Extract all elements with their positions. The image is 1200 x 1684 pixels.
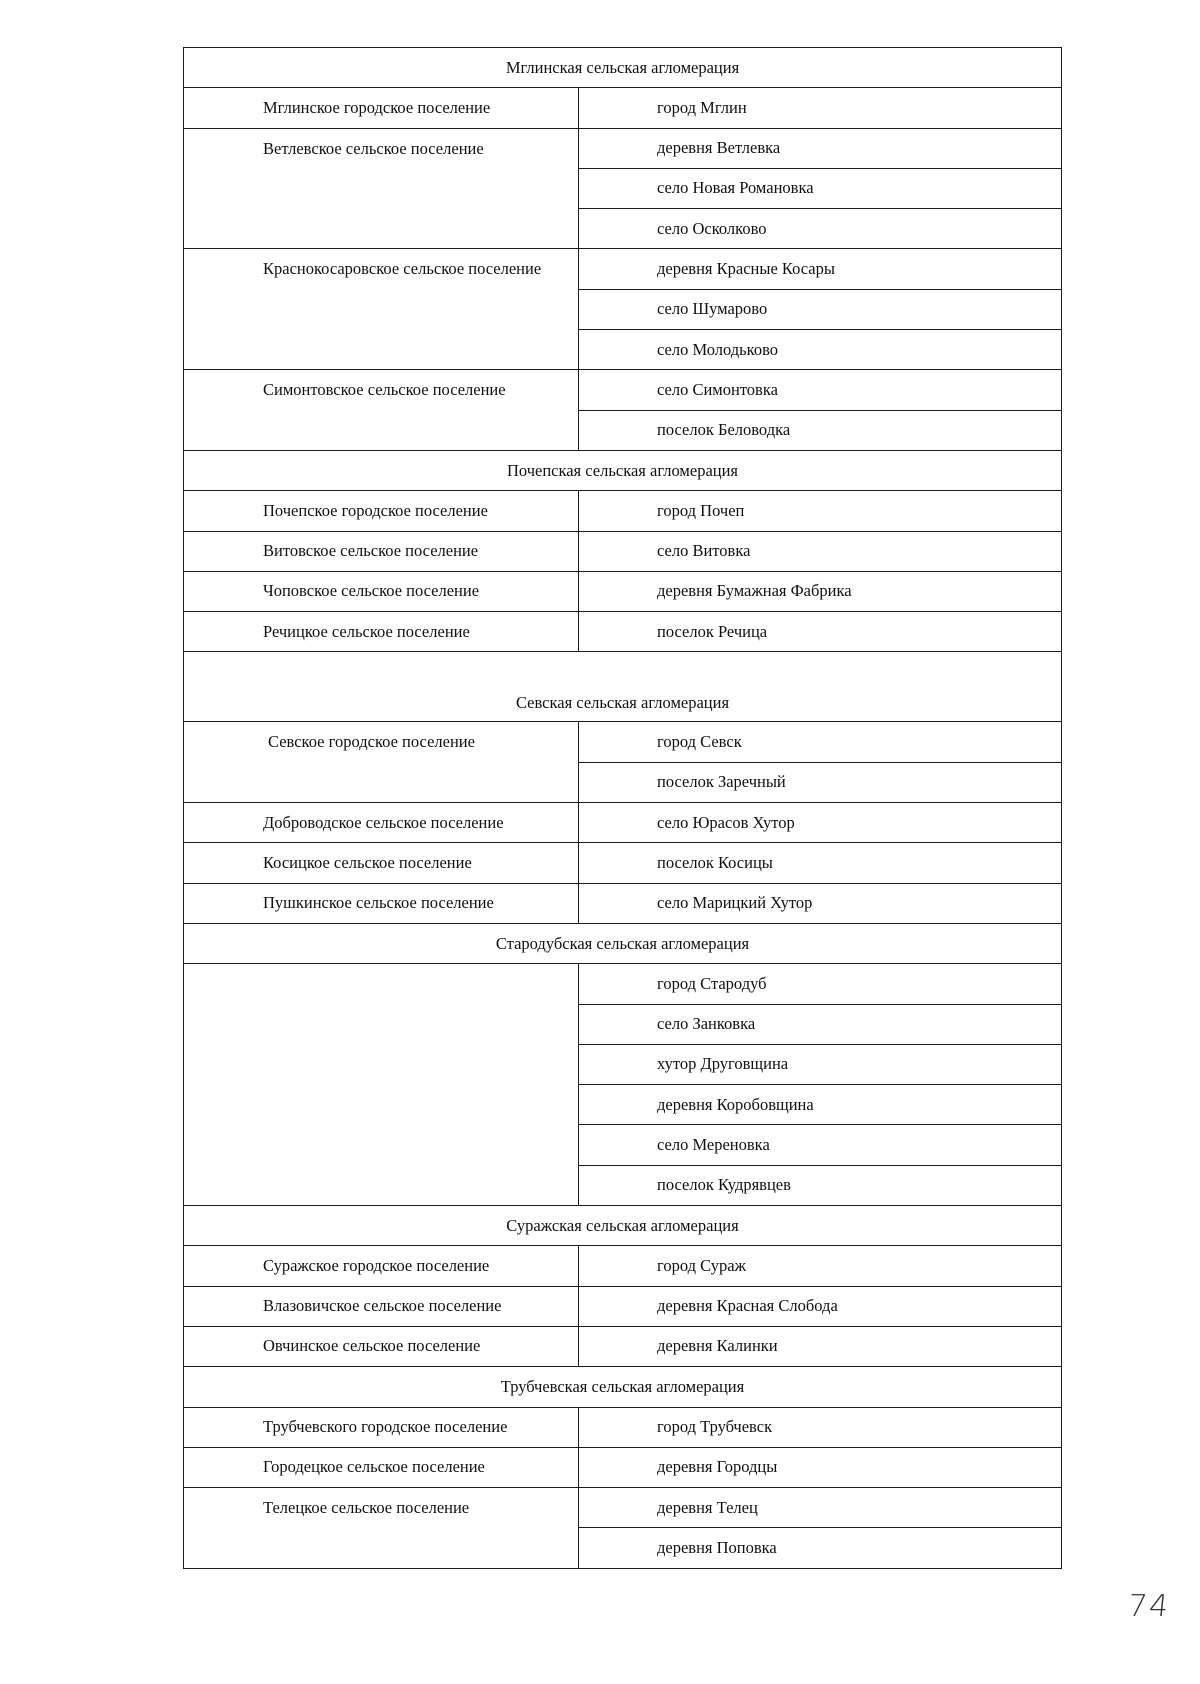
section-title: Суражская сельская агломерация xyxy=(184,1206,1062,1246)
settlement-name: Краснокосаровское сельское поселение xyxy=(184,249,579,370)
table-row xyxy=(184,964,1062,1004)
locality-name: село Новая Романовка xyxy=(579,168,1062,208)
locality-name: деревня Коробовщина xyxy=(579,1085,1062,1125)
locality-name: город Сураж xyxy=(579,1246,1062,1286)
locality-name: деревня Городцы xyxy=(579,1447,1062,1487)
settlement-name: Косицкое сельское поселение xyxy=(184,843,579,883)
locality-name: деревня Красные Косары xyxy=(579,249,1062,289)
section-header-row xyxy=(184,652,1062,722)
locality-name: поселок Беловодка xyxy=(579,410,1062,450)
settlement-name: Городецкое сельское поселение xyxy=(184,1447,579,1487)
locality-name: село Осколково xyxy=(579,209,1062,249)
locality-name: поселок Косицы xyxy=(579,843,1062,883)
settlement-name: Речицкое сельское поселение xyxy=(184,612,579,652)
locality-name: деревня Калинки xyxy=(579,1326,1062,1366)
settlement-name: Влазовичское сельское поселение xyxy=(184,1286,579,1326)
settlement-name: Почепское городское поселение xyxy=(184,491,579,531)
section-header-row xyxy=(184,1206,1062,1246)
locality-name: город Мглин xyxy=(579,88,1062,128)
table-row xyxy=(184,1488,1062,1528)
table-row xyxy=(184,843,1062,883)
locality-name: село Молодьково xyxy=(579,330,1062,370)
locality-name: хутор Друговщина xyxy=(579,1044,1062,1084)
locality-name: деревня Ветлевка xyxy=(579,128,1062,168)
locality-name: поселок Заречный xyxy=(579,762,1062,802)
table-row xyxy=(184,1326,1062,1366)
locality-name: село Витовка xyxy=(579,531,1062,571)
table-row xyxy=(184,531,1062,571)
locality-name: город Почеп xyxy=(579,491,1062,531)
table-row xyxy=(184,88,1062,128)
settlement-name: Телецкое сельское поселение xyxy=(184,1488,579,1569)
table-row xyxy=(184,370,1062,410)
agglomeration-table xyxy=(183,47,1062,1569)
locality-name: город Стародуб xyxy=(579,964,1062,1004)
locality-name: деревня Красная Слобода xyxy=(579,1286,1062,1326)
table-row xyxy=(184,722,1062,762)
settlement-name: Суражское городское поселение xyxy=(184,1246,579,1286)
locality-name: село Занковка xyxy=(579,1004,1062,1044)
locality-name: город Трубчевск xyxy=(579,1407,1062,1447)
section-title: Стародубская сельская агломерация xyxy=(184,923,1062,963)
table-row xyxy=(184,803,1062,843)
settlement-name: Доброводское сельское поселение xyxy=(184,803,579,843)
section-header-row xyxy=(184,48,1062,88)
locality-name: деревня Телец xyxy=(579,1488,1062,1528)
locality-name: село Мереновка xyxy=(579,1125,1062,1165)
section-header-row xyxy=(184,450,1062,490)
settlement-name: Мглинское городское поселение xyxy=(184,88,579,128)
table-row xyxy=(184,491,1062,531)
table-row xyxy=(184,883,1062,923)
settlement-name xyxy=(184,964,579,1206)
locality-name: поселок Кудрявцев xyxy=(579,1165,1062,1205)
settlement-name: Пушкинское сельское поселение xyxy=(184,883,579,923)
table-row xyxy=(184,1447,1062,1487)
table-row xyxy=(184,1286,1062,1326)
settlement-name: Чоповское сельское поселение xyxy=(184,571,579,611)
locality-name: деревня Бумажная Фабрика xyxy=(579,571,1062,611)
section-title: Трубчевская сельская агломерация xyxy=(184,1367,1062,1407)
locality-name: село Симонтовка xyxy=(579,370,1062,410)
locality-name: село Марицкий Хутор xyxy=(579,883,1062,923)
settlement-name: Севское городское поселение xyxy=(184,722,579,803)
table-row xyxy=(184,1407,1062,1447)
table-row xyxy=(184,571,1062,611)
settlement-name: Ветлевское сельское поселение xyxy=(184,128,579,249)
locality-name: город Севск xyxy=(579,722,1062,762)
table-row xyxy=(184,249,1062,289)
section-title: Мглинская сельская агломерация xyxy=(184,48,1062,88)
settlement-name: Симонтовское сельское поселение xyxy=(184,370,579,451)
settlement-name: Витовское сельское поселение xyxy=(184,531,579,571)
locality-name: деревня Поповка xyxy=(579,1528,1062,1568)
settlement-name: Трубчевского городское поселение xyxy=(184,1407,579,1447)
section-title: Севская сельская агломерация xyxy=(184,652,1062,722)
section-title: Почепская сельская агломерация xyxy=(184,450,1062,490)
table-row xyxy=(184,128,1062,168)
table-row xyxy=(184,612,1062,652)
locality-name: село Юрасов Хутор xyxy=(579,803,1062,843)
settlement-name: Овчинское сельское поселение xyxy=(184,1326,579,1366)
section-header-row xyxy=(184,923,1062,963)
locality-name: поселок Речица xyxy=(579,612,1062,652)
locality-name: село Шумарово xyxy=(579,289,1062,329)
table-row xyxy=(184,1246,1062,1286)
handwritten-page-number: 74 xyxy=(1126,1589,1173,1624)
section-header-row xyxy=(184,1367,1062,1407)
